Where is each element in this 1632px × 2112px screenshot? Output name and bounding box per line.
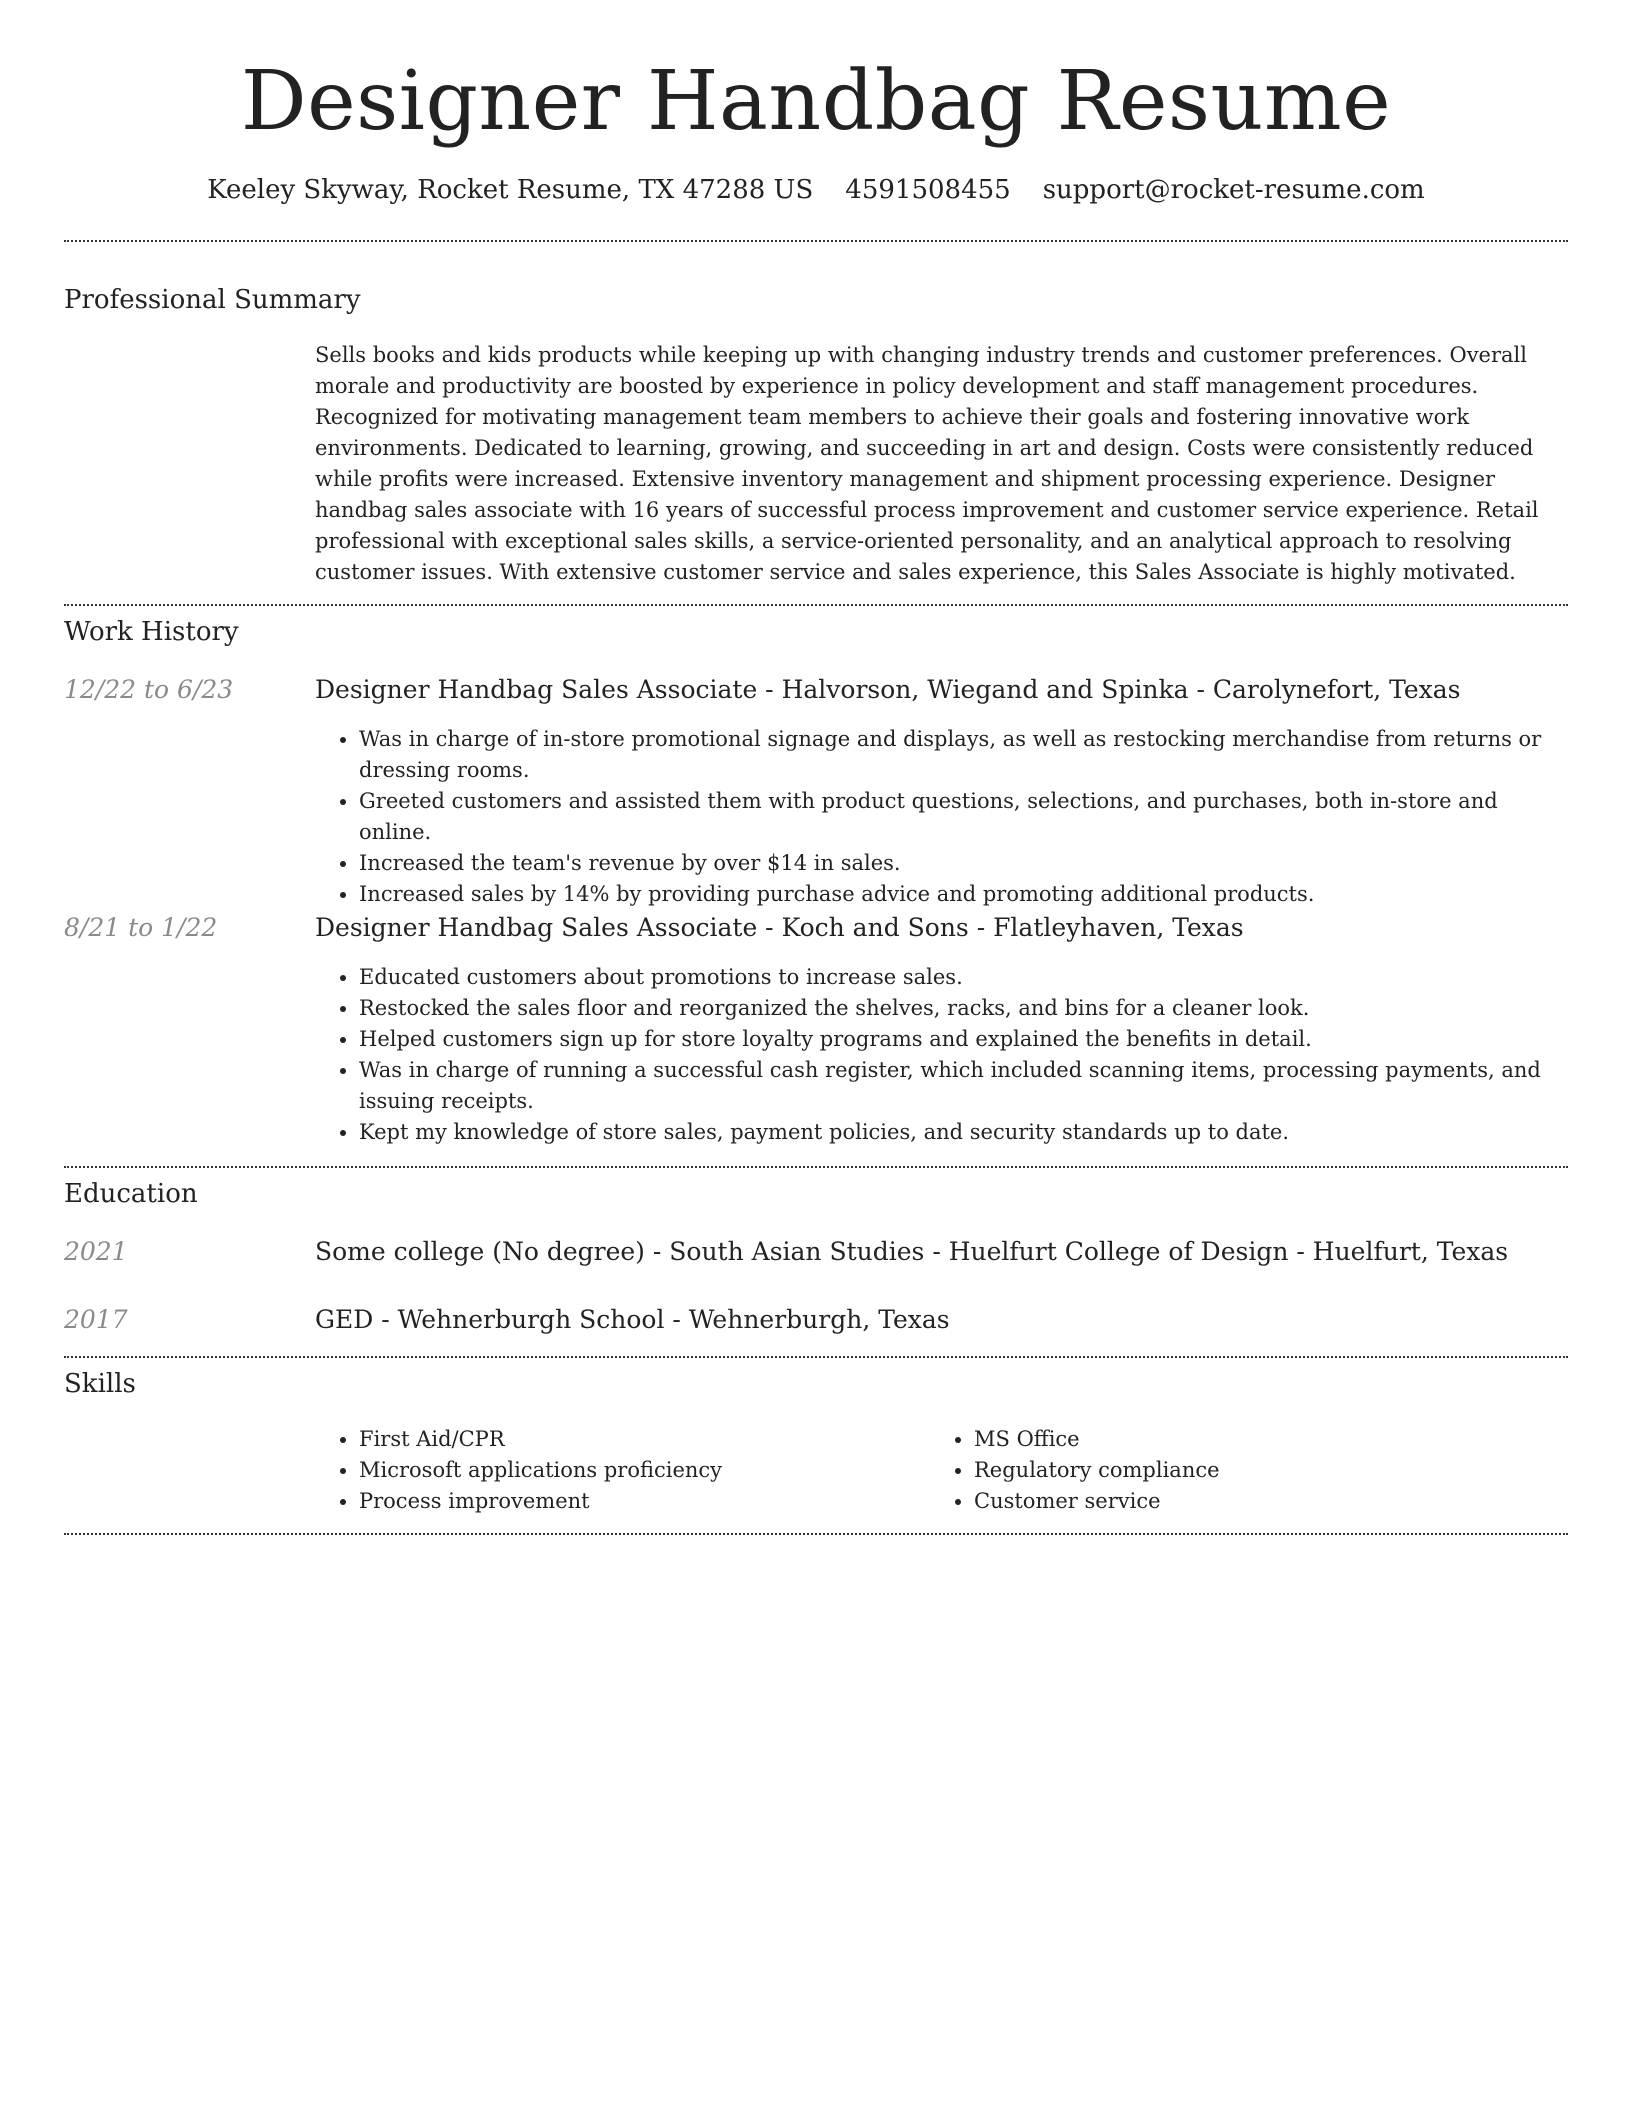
contact-address: Keeley Skyway, Rocket Resume, TX 47288 US — [207, 175, 814, 205]
skill-item: • Process improvement — [359, 1486, 915, 1517]
job-title: Designer Handbag Sales Associate - Koch and Sons - Flatleyhaven, Texas — [315, 913, 1244, 942]
job-bullet: • Greeted customers and assisted them with product questions, selections, and purchases, both in-store and online. — [359, 786, 1567, 848]
section-heading-summary: Professional Summary — [64, 285, 361, 315]
job-bullet: • Educated customers about promotions to increase sales. — [359, 962, 1567, 993]
skill-item: • First Aid/CPR — [359, 1424, 915, 1455]
page-title: Designer Handbag Resume — [240, 54, 1392, 149]
education-entry: Some college (No degree) - South Asian Studies - Huelfurt College of Design - Huelfurt, Texas — [315, 1237, 1509, 1266]
divider — [64, 604, 1568, 606]
job-bullet: • Was in charge of in-store promotional signage and displays, as well as restocking merchandise from returns or dressing rooms. — [359, 724, 1567, 786]
job-dates: 12/22 to 6/23 — [64, 675, 234, 704]
contact-phone: 4591508455 — [845, 175, 1011, 205]
skill-item: • MS Office — [974, 1424, 1530, 1455]
job-bullet: • Increased the team's revenue by over $14 in sales. — [359, 848, 1567, 879]
section-heading-education: Education — [64, 1179, 198, 1209]
skills-list-left — [315, 1424, 915, 1517]
skill-item: • Customer service — [974, 1486, 1530, 1517]
contact-email: support@rocket-resume.com — [1042, 175, 1425, 205]
section-heading-skills: Skills — [64, 1369, 136, 1399]
job-bullet: • Increased sales by 14% by providing purchase advice and promoting additional products. — [359, 879, 1567, 910]
section-heading-work-history: Work History — [64, 617, 239, 647]
education-entry: GED - Wehnerburgh School - Wehnerburgh, Texas — [315, 1305, 950, 1334]
skill-item: • Microsoft applications proficiency — [359, 1455, 915, 1486]
contact-line — [0, 170, 1632, 210]
job-bullet: • Helped customers sign up for store loyalty programs and explained the benefits in detail. — [359, 1024, 1567, 1055]
job-bullet: • Kept my knowledge of store sales, payment policies, and security standards up to date. — [359, 1117, 1567, 1148]
education-year: 2017 — [64, 1305, 128, 1334]
job-title: Designer Handbag Sales Associate - Halvorson, Wiegand and Spinka - Carolynefort, Texas — [315, 675, 1461, 704]
skill-item: • Regulatory compliance — [974, 1455, 1530, 1486]
job-bullet: • Was in charge of running a successful cash register, which included scanning items, processing payments, and issuing receipts. — [359, 1055, 1567, 1117]
summary-text: Sells books and kids products while keeping up with changing industry trends and customer preferences. Overall morale and productivity are boosted by experience in policy development and staff management procedures. Recognized for motivating management team members to achieve their goals and fostering innovative work environments. Dedicated to learning, growing, and succeeding in art and design. Costs were consistently reduced while profits were increased. Extensive inventory management and shipment processing experience. Designer handbag sales associate with 16 years of successful process improvement and customer service experience. Retail professional with exceptional sales skills, a service-oriented personality, and an analytical approach to resolving customer issues. With extensive customer service and sales experience, this Sales Associate is highly motivated. — [315, 343, 1539, 584]
skills-list-right — [930, 1424, 1530, 1517]
divider — [64, 1356, 1568, 1358]
job-bullet-list — [315, 724, 1567, 910]
job-bullet: • Restocked the sales floor and reorganized the shelves, racks, and bins for a cleaner look. — [359, 993, 1567, 1024]
divider — [64, 1166, 1568, 1168]
education-year: 2021 — [64, 1237, 128, 1266]
job-bullet-list — [315, 962, 1567, 1148]
job-dates: 8/21 to 1/22 — [64, 913, 218, 942]
divider — [64, 1533, 1568, 1535]
divider — [64, 240, 1568, 242]
